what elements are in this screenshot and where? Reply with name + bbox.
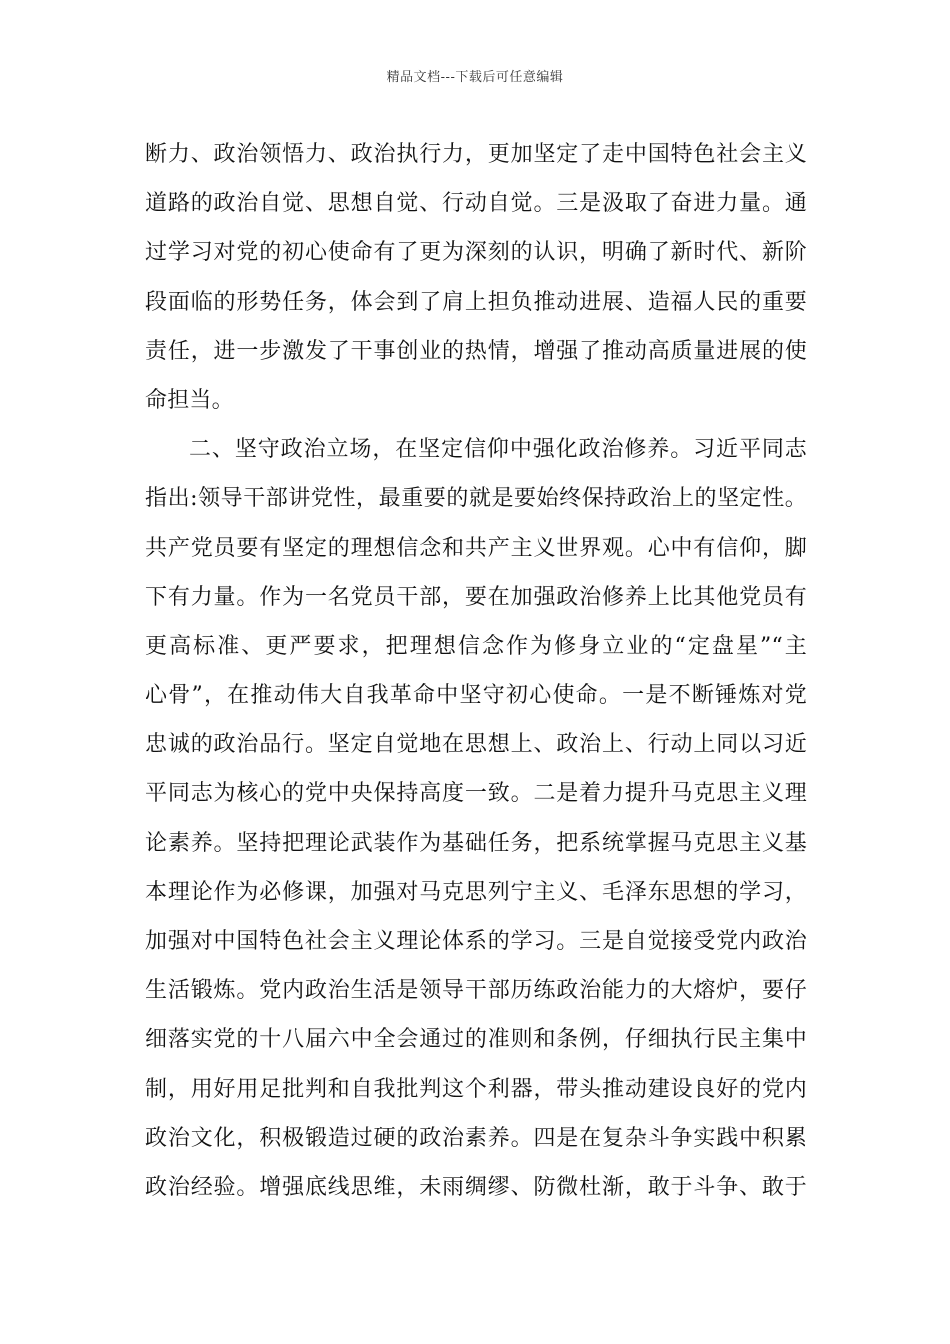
text-line: 论素养。坚持把理论武装作为基础任务，把系统掌握马克思主义基 [145, 830, 807, 856]
text-line: 生活锻炼。党内政治生活是领导干部历练政治能力的大熔炉，要仔 [145, 978, 807, 1004]
text-line: 政治经验。增强底线思维，未雨绸缪、防微杜渐，敢于斗争、敢于 [145, 1174, 807, 1200]
text-line: 加强对中国特色社会主义理论体系的学习。三是自觉接受党内政治 [145, 929, 807, 954]
text-line: 细落实党的十八届六中全会通过的准则和条例，仔细执行民主集中 [145, 1027, 807, 1053]
text-line: 下有力量。作为一名党员干部，要在加强政治修养上比其他党员有 [145, 584, 807, 610]
text-line: 本理论作为必修课，加强对马克思列宁主义、毛泽东思想的学习， [145, 879, 807, 905]
text-line: 断力、政治领悟力、政治执行力，更加坚定了走中国特色社会主义 [145, 142, 807, 167]
paragraph-1 [145, 130, 807, 425]
text-line: 命担当。 [145, 387, 234, 413]
text-line: 心骨”，在推动伟大自我革命中坚守初心使命。一是不断锤炼对党 [145, 683, 807, 709]
text-line: 段面临的形势任务，体会到了肩上担负推动进展、造福人民的重要 [145, 289, 807, 315]
text-line: 忠诚的政治品行。坚定自觉地在思想上、政治上、行动上同以习近 [145, 732, 807, 758]
text-line: 道路的政治自觉、思想自觉、行动自觉。三是汲取了奋进力量。通 [145, 191, 807, 217]
text-line: 共产党员要有坚定的理想信念和共产主义世界观。心中有信仰，脚 [145, 535, 807, 561]
text-line: 平同志为核心的党中央保持高度一致。二是着力提升马克思主义理 [145, 781, 807, 807]
paragraph-2 [145, 425, 807, 1212]
text-line: 指出:领导干部讲党性，最重要的就是要始终保持政治上的坚定性。 [145, 486, 807, 512]
text-line: 责任，进一步激发了干事创业的热情，增强了推动高质量进展的使 [145, 338, 807, 364]
text-line: 政治文化，积极锻造过硬的政治素养。四是在复杂斗争实践中积累 [145, 1125, 807, 1151]
text-line: 二、坚守政治立场，在坚定信仰中强化政治修养。习近平同志 [189, 437, 807, 463]
text-line: 过学习对党的初心使命有了更为深刻的认识，明确了新时代、新阶 [145, 240, 807, 266]
document-body [145, 130, 807, 1212]
page-header: 精品文档---下载后可任意编辑 [386, 70, 564, 85]
text-line: 更高标准、更严要求，把理想信念作为修身立业的“定盘星”“主 [145, 633, 807, 659]
text-line: 制，用好用足批判和自我批判这个利器，带头推动建设良好的党内 [145, 1076, 807, 1102]
